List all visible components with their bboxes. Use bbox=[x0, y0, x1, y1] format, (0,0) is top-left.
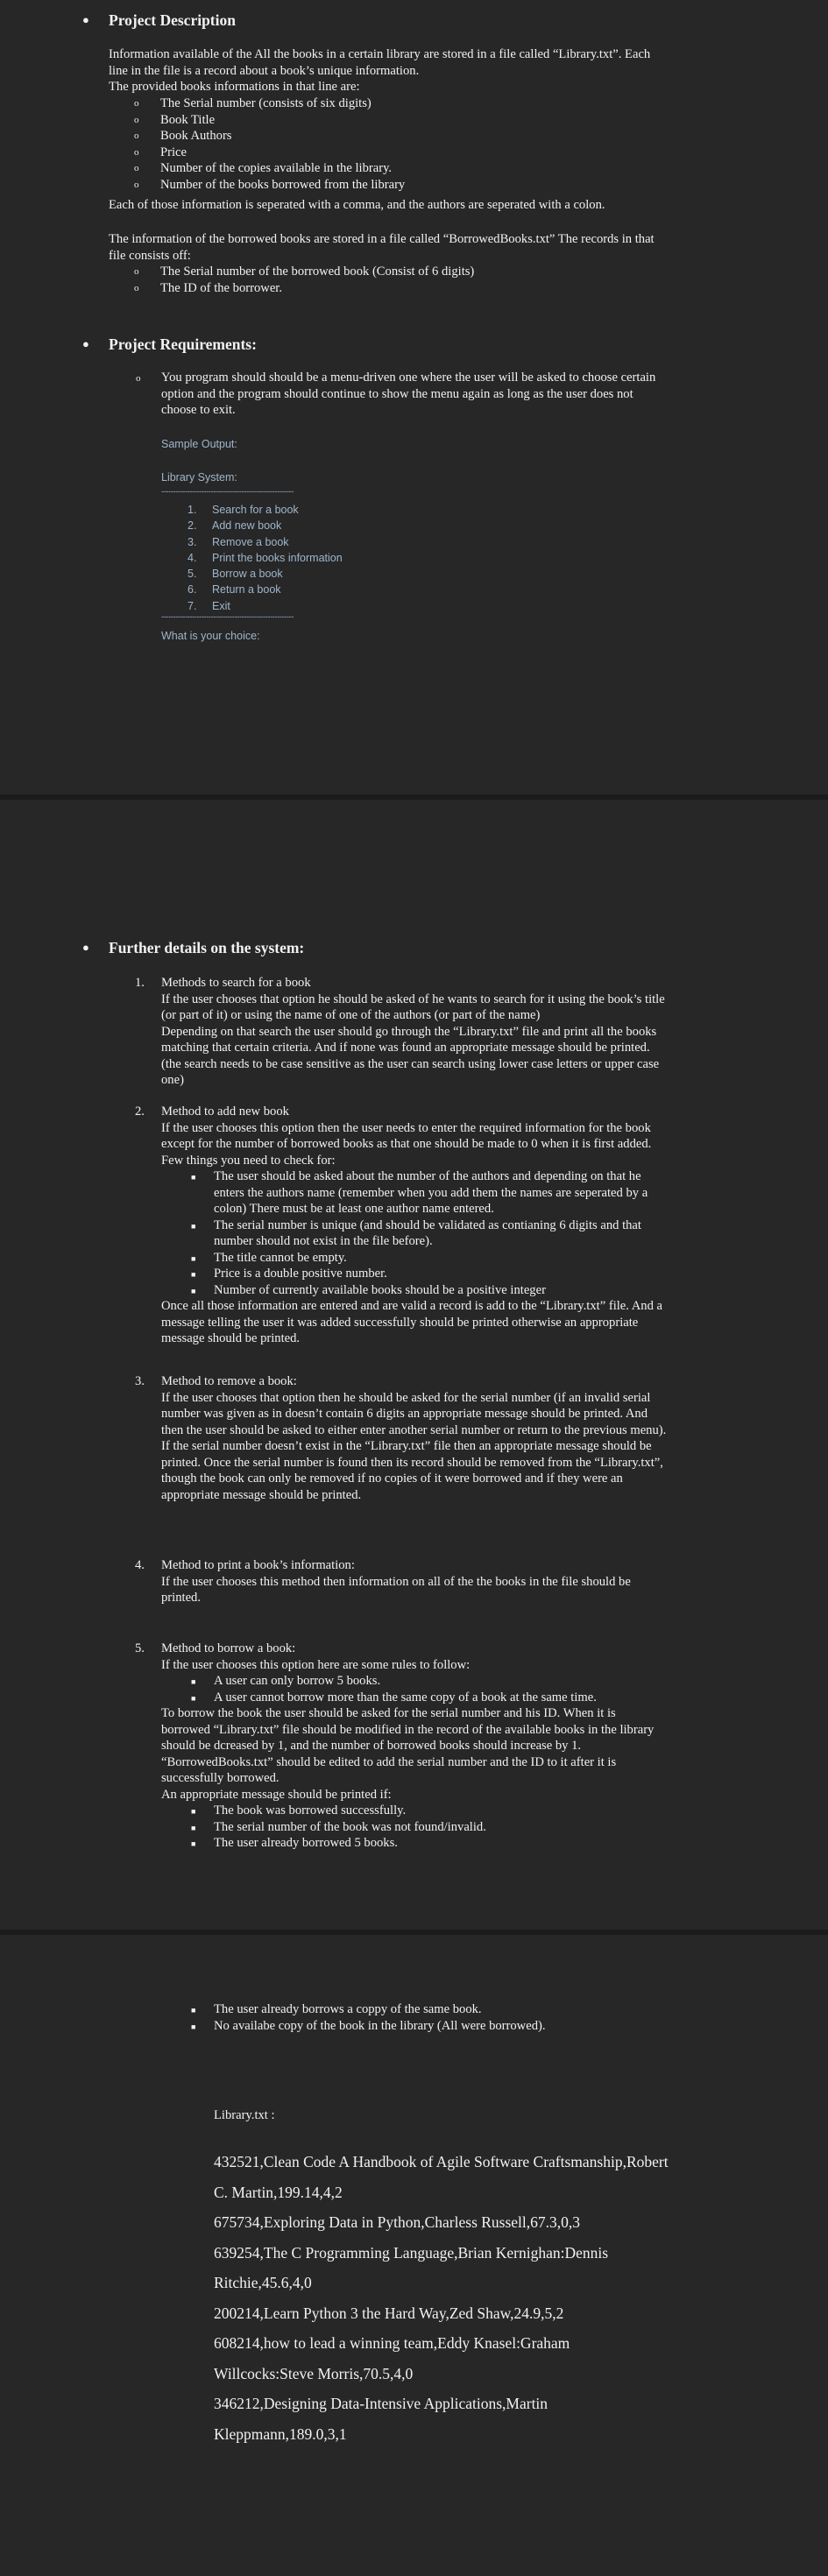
square-bullet-icon: ■ bbox=[191, 1221, 196, 1231]
sample-output-label: Sample Output: bbox=[161, 438, 237, 450]
system-title: Library System: bbox=[161, 471, 237, 483]
circle-bullet-icon: o bbox=[136, 373, 141, 384]
menu-item: 2. Add new book bbox=[188, 519, 282, 533]
data-line: 608214,how to lead a winning team,Eddy Knasel:Graham bbox=[214, 2334, 570, 2352]
text-line: one) bbox=[161, 1073, 184, 1087]
borrowed-intro bbox=[109, 231, 775, 264]
square-bullet-icon: ■ bbox=[191, 1839, 196, 1848]
field-list bbox=[134, 95, 406, 193]
section-heading-description: Project Description bbox=[109, 11, 236, 29]
square-bullet-icon: ■ bbox=[191, 2006, 196, 2015]
list-item: o Price bbox=[134, 145, 187, 159]
text-line: (the search needs to be case sensitive as the user can search using lower case letters or upper case bbox=[161, 1056, 660, 1071]
text-line: An appropriate message should be printed if: bbox=[161, 1787, 392, 1802]
square-bullet-icon: ■ bbox=[191, 1823, 196, 1832]
text-line: If the user chooses this method then information on all of the the books in the file should be bbox=[161, 1574, 631, 1589]
menu-item: 4. Print the books information bbox=[188, 551, 343, 564]
page-2 bbox=[0, 800, 828, 1930]
page-3 bbox=[0, 1935, 828, 2576]
data-line: 200214,Learn Python 3 the Hard Way,Zed Shaw,24.9,5,2 bbox=[214, 2304, 564, 2322]
item-number: 2. bbox=[135, 1105, 145, 1119]
list-item: o Book Authors bbox=[134, 129, 232, 143]
text-line: Few things you need to check for: bbox=[161, 1153, 336, 1168]
text-line: matching that certain criteria. And if none was found an appropriate message should be printed. bbox=[161, 1041, 650, 1055]
message-list bbox=[191, 1803, 775, 1852]
bullet-icon: ● bbox=[82, 13, 89, 26]
description-intro bbox=[109, 46, 775, 95]
text-line: If the serial number doesn’t exist in the “Library.txt” file then an appropriate message should be bbox=[161, 1439, 652, 1453]
text-line: then the user should be asked to either enter another serial number or return to the previous menu). bbox=[161, 1422, 667, 1437]
text-line: “BorrowedBooks.txt” should be edited to add the serial number and the ID to it after it is bbox=[161, 1754, 617, 1769]
bullet-icon: ● bbox=[82, 337, 89, 350]
list-item: ■ The user already borrows a coppy of the same book. bbox=[214, 2001, 546, 2018]
circle-bullet-icon: o bbox=[134, 282, 139, 293]
circle-bullet-icon: o bbox=[134, 114, 139, 125]
text-line: message should be printed. bbox=[161, 1331, 301, 1345]
text-line: Depending on that search the user should go through the “Library.txt” file and print all the books bbox=[161, 1024, 657, 1039]
list-item: ■ The user already borrowed 5 books. bbox=[214, 1835, 775, 1852]
message-list-continued bbox=[191, 2001, 546, 2034]
text-line: line in the file is a record about a book’s unique information. bbox=[109, 63, 420, 78]
list-item: ■ No availabe copy of the book in the library (All were borrowed). bbox=[214, 2018, 546, 2035]
item-number: 4. bbox=[135, 1558, 145, 1572]
list-item: ■ The title cannot be empty. bbox=[214, 1250, 775, 1267]
list-item: o Book Title bbox=[134, 112, 216, 127]
borrowed-field-list bbox=[134, 264, 475, 296]
data-line: Ritchie,45.6,4,0 bbox=[214, 2274, 312, 2291]
item-number: 3. bbox=[135, 1374, 145, 1388]
square-bullet-icon: ■ bbox=[191, 2022, 196, 2031]
text-line: number was given as in doesn’t contain 6 digits an appropriate message should be printed. And bbox=[161, 1407, 648, 1421]
item-title: Method to add new book bbox=[161, 1105, 289, 1119]
menu-item: 6. Return a book bbox=[188, 583, 281, 596]
item-number: 1. bbox=[135, 976, 145, 990]
list-item: o The ID of the borrower. bbox=[134, 280, 282, 295]
data-line: C. Martin,199.14,4,2 bbox=[214, 2183, 343, 2201]
details-item-search bbox=[135, 975, 775, 1089]
circle-bullet-icon: o bbox=[134, 131, 139, 141]
text-line: successfully borrowed. bbox=[161, 1771, 280, 1785]
menu-item: 3. Remove a book bbox=[188, 535, 289, 548]
square-bullet-icon: ■ bbox=[191, 1807, 196, 1816]
text-line: If the user chooses this option then the user needs to enter the required information for the book bbox=[161, 1120, 651, 1135]
section-heading-requirements: Project Requirements: bbox=[109, 335, 257, 353]
text-line: The information of the borrowed books are stored in a file called “BorrowedBooks.txt” The records in that bbox=[109, 232, 655, 246]
text-line: Information available of the All the books in a certain library are stored in a file called “Library.txt”. Each bbox=[109, 47, 651, 61]
text-line: You program should should be a menu-driven one where the user will be asked to choose certain bbox=[161, 371, 656, 385]
list-item: ■ Number of currently available books should be a positive integer bbox=[214, 1282, 775, 1299]
text-line: except for the number of borrowed books as that one should be made to 0 when it is first added. bbox=[161, 1137, 652, 1151]
list-item: ■ The serial number is unique (and should be validated as contianing 6 digits and that number should not exist in the file before). bbox=[191, 1217, 641, 1248]
divider: -------------------------------------------------------- bbox=[161, 487, 294, 496]
check-list bbox=[191, 1168, 775, 1298]
data-line: 432521,Clean Code A Handbook of Agile Software Craftsmanship,Robert bbox=[214, 2153, 669, 2170]
list-item: o Number of the copies available in the library. bbox=[134, 161, 393, 175]
separator-note: Each of those information is seperated with a comma, and the authors are seperated with a colon. bbox=[109, 198, 605, 212]
text-line: though the book can only be removed if no copies of it were borrowed and if they were an bbox=[161, 1471, 623, 1486]
data-line: 639254,The C Programming Language,Brian Kernighan:Dennis bbox=[214, 2243, 609, 2262]
text-line: If the user chooses that option then he should be asked for the serial number (if an invalid serial bbox=[161, 1390, 651, 1405]
item-title: Method to remove a book: bbox=[161, 1374, 297, 1388]
square-bullet-icon: ■ bbox=[191, 1173, 196, 1182]
item-number: 5. bbox=[135, 1641, 145, 1655]
text-line: borrowed “Library.txt” file should be modified in the record of the available books in the library bbox=[161, 1722, 655, 1737]
data-line: Willcocks:Steve Morris,70.5,4,0 bbox=[214, 2364, 414, 2382]
list-item: o The Serial number of the borrowed book (Consist of 6 digits) bbox=[134, 265, 475, 279]
bullet-icon: ● bbox=[82, 941, 89, 954]
text-line: printed. Once the serial number is found then its record should be removed from the “Library.txt”, bbox=[161, 1455, 663, 1470]
library-file-content bbox=[214, 2147, 775, 2449]
circle-bullet-icon: o bbox=[134, 146, 139, 158]
circle-bullet-icon: o bbox=[134, 266, 139, 277]
text-line: Once all those information are entered and are valid a record is add to the “Library.txt” file. And a bbox=[161, 1299, 663, 1313]
data-line: 675734,Exploring Data in Python,Charless Russell,67.3,0,3 bbox=[214, 2213, 581, 2231]
list-item: o The Serial number (consists of six digits) bbox=[134, 96, 372, 110]
square-bullet-icon: ■ bbox=[191, 1693, 196, 1703]
square-bullet-icon: ■ bbox=[191, 1677, 196, 1686]
text-line: file consists off: bbox=[109, 248, 191, 263]
page-1 bbox=[0, 0, 828, 794]
circle-bullet-icon: o bbox=[134, 179, 139, 190]
sample-menu bbox=[188, 502, 343, 614]
text-line: option and the program should continue to show the menu again as long as the user does not bbox=[161, 386, 633, 401]
list-item: ■ A user cannot borrow more than the same copy of a book at the same time. bbox=[214, 1690, 775, 1706]
menu-item: 5. Borrow a book bbox=[188, 568, 283, 581]
item-title: Method to borrow a book: bbox=[161, 1641, 296, 1655]
choice-prompt: What is your choice: bbox=[161, 630, 260, 642]
text-line: message telling the user it was added successfully should be printed otherwise an appropriate bbox=[161, 1315, 639, 1330]
circle-bullet-icon: o bbox=[134, 98, 139, 109]
list-item: ■ Price is a double positive number. bbox=[214, 1266, 775, 1282]
list-item: ■ The user should be asked about the number of the authors and depending on that he enters the authors name (remember when you add them the names are seperated by a colon) There must be at least one author name entered. bbox=[191, 1169, 648, 1216]
list-item: ■ The book was borrowed successfully. bbox=[214, 1803, 775, 1819]
data-line: 346212,Designing Data-Intensive Applications,Martin bbox=[214, 2395, 548, 2412]
requirements-text bbox=[161, 370, 775, 419]
text-line: (or part of it) or using the name of one of the authors (or part of the name) bbox=[161, 1008, 541, 1022]
details-item-add bbox=[135, 1104, 775, 1347]
square-bullet-icon: ■ bbox=[191, 1253, 196, 1263]
square-bullet-icon: ■ bbox=[191, 1286, 196, 1295]
text-line: The provided books informations in that line are: bbox=[109, 80, 360, 94]
divider: -------------------------------------------------------- bbox=[161, 612, 294, 621]
data-line: Kleppmann,189.0,3,1 bbox=[214, 2424, 347, 2443]
text-line: appropriate message should be printed. bbox=[161, 1487, 362, 1502]
text-line: To borrow the book the user should be asked for the serial number and his ID. When it is bbox=[161, 1706, 616, 1720]
list-item: ■ A user can only borrow 5 books. bbox=[214, 1673, 775, 1690]
text-line: should be dcreased by 1, and the number of borrowed books should increase by 1. bbox=[161, 1739, 582, 1753]
text-line: printed. bbox=[161, 1591, 201, 1605]
library-file-label: Library.txt : bbox=[214, 2108, 275, 2122]
item-title: Methods to search for a book bbox=[161, 976, 311, 990]
text-line: choose to exit. bbox=[161, 403, 236, 417]
details-item-print bbox=[135, 1557, 775, 1606]
details-item-borrow bbox=[135, 1641, 775, 1852]
circle-bullet-icon: o bbox=[134, 163, 139, 173]
text-line: If the user chooses this option here are some rules to follow: bbox=[161, 1657, 471, 1672]
list-item: ■ The serial number of the book was not found/invalid. bbox=[214, 1819, 775, 1836]
menu-item: 1. Search for a book bbox=[188, 504, 299, 516]
menu-item: 7. Exit bbox=[188, 599, 230, 612]
section-heading-details: Further details on the system: bbox=[109, 939, 305, 956]
item-title: Method to print a book’s information: bbox=[161, 1558, 355, 1572]
text-line: If the user chooses that option he should be asked of he wants to search for it using the book’s title bbox=[161, 992, 665, 1006]
list-item: o Number of the books borrowed from the library bbox=[134, 177, 406, 192]
details-item-remove bbox=[135, 1373, 775, 1503]
square-bullet-icon: ■ bbox=[191, 1270, 196, 1279]
rule-list bbox=[191, 1673, 775, 1705]
